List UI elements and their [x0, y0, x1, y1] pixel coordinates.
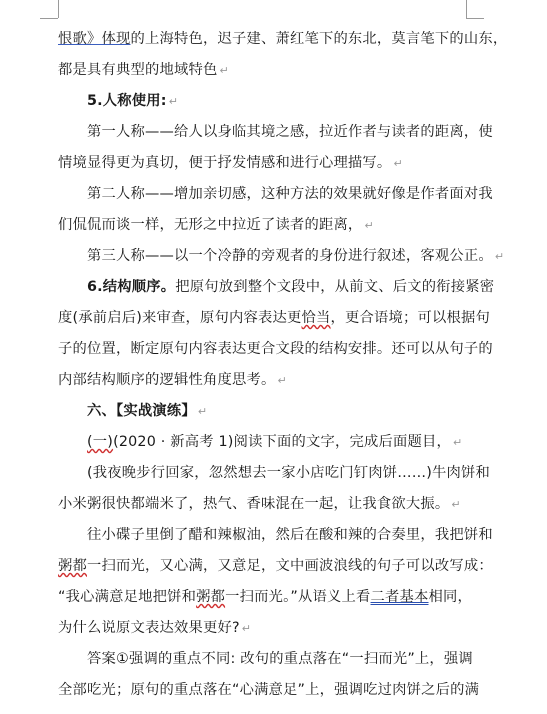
text-run: 的上海特色，迟子建、萧红笔下的东北，莫言笔下的山东，	[130, 31, 508, 47]
paragraph-mark-icon: ↵	[197, 405, 208, 418]
text-run: 情境显得更为真切，便于抒发情感和进行心理描写。	[58, 155, 392, 171]
text-run: ，更合语境；可以根据句	[330, 310, 490, 326]
paragraph-mark-icon: ↵	[168, 95, 179, 108]
text-line[interactable]	[58, 241, 505, 272]
text-line[interactable]	[58, 303, 490, 334]
text-line[interactable]	[58, 644, 478, 675]
text-line[interactable]	[58, 55, 478, 86]
crop-mark-right-vertical	[466, 0, 467, 18]
text-line[interactable]	[58, 458, 490, 489]
text-line[interactable]	[58, 117, 493, 148]
text-run: 六、【实战演练】	[87, 403, 196, 419]
text-run: 第三人称——以一个冷静的旁观者的身份进行叙述，客观公正。	[87, 248, 493, 264]
text-line[interactable]	[58, 179, 493, 210]
text-run: 全部吃光；原句的重点落在“心满意足”上，强调吃过肉饼之后的满	[58, 682, 480, 698]
paragraph-mark-icon: ↵	[451, 498, 461, 511]
text-run: 子的位置，断定原句内容表达更合文段的结构安排。还可以从句子的	[58, 341, 493, 357]
text-run: 粥都	[58, 558, 87, 574]
text-run: 恰当	[301, 310, 331, 326]
text-run: 们侃侃而谈一样，无形之中拉近了读者的距离，	[58, 217, 363, 233]
paragraph-mark-icon: ↵	[494, 250, 505, 263]
text-run: (2020 · 新高考 1)阅读下面的文字，完成后面题目，	[113, 434, 452, 450]
document-page[interactable]	[58, 24, 508, 706]
text-line[interactable]	[58, 489, 478, 520]
text-run: (一)	[87, 434, 114, 450]
crop-mark-left-horizontal	[40, 18, 58, 19]
text-line[interactable]	[58, 272, 495, 303]
paragraph-mark-icon: ↵	[277, 374, 287, 387]
text-run: 度(承前启后)来审查，原句内容表达更	[58, 310, 302, 326]
paragraph-mark-icon: ↵	[219, 64, 229, 77]
paragraph-mark-icon: ↵	[393, 157, 403, 170]
text-run: 5.人称使用:	[87, 93, 167, 109]
text-line[interactable]	[58, 675, 478, 706]
text-run: 把原句放到整个文段中，从前文、后文的衔接紧密	[175, 279, 495, 295]
text-run: 往小碟子里倒了醋和辣椒油，然后在酸和辣的合奏里，我把饼和	[87, 527, 493, 543]
text-line[interactable]	[58, 582, 478, 613]
text-run: 小米粥很快都端米了，热气、香味混在一起，让我食欲大振。	[58, 496, 450, 512]
text-line[interactable]	[58, 427, 478, 458]
text-run: 为什么说原文表达效果更好?	[58, 620, 240, 636]
text-line[interactable]	[58, 365, 478, 396]
text-line[interactable]	[58, 396, 478, 427]
text-run: 一扫而光，又心满，又意足，文中画波浪线的句子可以改写成：	[87, 558, 493, 574]
paragraph-mark-icon: ↵	[241, 622, 252, 635]
text-run: 二者基本	[370, 589, 429, 605]
paragraph-mark-icon: ↵	[364, 219, 374, 232]
text-line[interactable]	[58, 551, 493, 582]
text-run: 相同，	[428, 589, 473, 605]
text-run: 一扫而光。”从语义上看	[225, 589, 371, 605]
text-run: 内部结构顺序的逻辑性角度思考。	[58, 372, 276, 388]
text-line[interactable]	[58, 24, 508, 55]
text-line[interactable]	[58, 148, 478, 179]
text-run: 粥都	[196, 589, 226, 605]
crop-mark-right-horizontal	[466, 18, 484, 19]
text-line[interactable]	[58, 334, 493, 365]
text-run: 第二人称——增加亲切感，这种方法的效果就好像是作者面对我	[87, 186, 493, 202]
paragraph-mark-icon: ↵	[453, 436, 463, 449]
crop-mark-left-vertical	[58, 0, 59, 18]
text-run: 恨歌》体现	[58, 31, 131, 47]
text-run: (我夜晚步行回家，忽然想去一家小店吃门钉肉饼……)牛肉饼和	[87, 465, 490, 481]
text-line[interactable]	[58, 86, 478, 117]
text-run: 答案①强调的重点不同: 改句的重点落在“一扫而光”上，强调	[87, 651, 473, 667]
text-line[interactable]	[58, 520, 493, 551]
text-line[interactable]	[58, 613, 478, 644]
text-run: “我心满意足地把饼和	[58, 589, 197, 605]
text-run: 都是具有典型的地域特色	[58, 62, 218, 78]
text-run: 第一人称——给人以身临其境之感，拉近作者与读者的距离，使	[87, 124, 493, 140]
text-run: 6.结构顺序。	[87, 279, 176, 295]
text-line[interactable]	[58, 210, 478, 241]
